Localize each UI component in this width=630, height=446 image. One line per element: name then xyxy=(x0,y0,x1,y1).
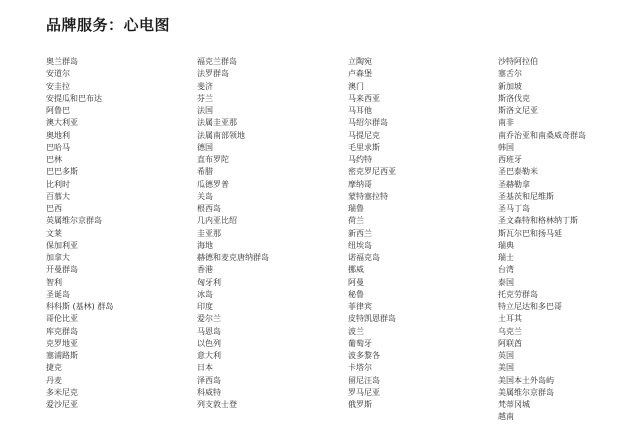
country-item: 直布罗陀 xyxy=(197,155,229,164)
country-item: 马耳他 xyxy=(348,106,372,115)
country-column-3 xyxy=(348,56,396,411)
country-item: 美国 xyxy=(498,363,514,373)
country-item: 阿联酋 xyxy=(498,338,522,348)
country-item: 马约特 xyxy=(348,155,372,164)
country-item: 英国 xyxy=(498,351,514,360)
country-item: 法属南部领地 xyxy=(197,130,245,140)
country-item: 卡塔尔 xyxy=(348,363,372,373)
country-item: 几内亚比绍 xyxy=(197,216,237,226)
country-item: 百慕大 xyxy=(46,191,70,201)
country-item: 圣赫勒拿 xyxy=(498,179,530,189)
country-item: 希腊 xyxy=(197,167,213,177)
country-item: 皮特凯恩群岛 xyxy=(348,314,396,324)
country-item: 法属圭亚那 xyxy=(197,118,237,128)
country-item: 巴西 xyxy=(46,204,62,213)
country-item: 美国本土外岛屿 xyxy=(498,375,554,385)
country-item: 斯洛文尼亚 xyxy=(498,106,538,115)
country-item: 以色列 xyxy=(197,338,221,348)
country-item: 泽西岛 xyxy=(197,375,221,385)
country-item: 西班牙 xyxy=(498,155,522,164)
country-item: 爱尔兰 xyxy=(197,314,221,324)
country-item: 俄罗斯 xyxy=(348,400,372,409)
country-item: 圣巴泰勒米 xyxy=(498,167,538,177)
country-item: 荷兰 xyxy=(348,216,364,226)
country-item: 塞浦路斯 xyxy=(46,351,78,360)
country-item: 越南 xyxy=(498,412,514,422)
country-item: 诺福克岛 xyxy=(348,253,380,262)
country-item: 保加利亚 xyxy=(46,240,78,250)
country-item: 南乔治亚和南桑威奇群岛 xyxy=(498,130,586,140)
country-item: 特立尼达和多巴哥 xyxy=(498,302,562,311)
country-item: 罗马尼亚 xyxy=(348,387,380,397)
country-item: 马恩岛 xyxy=(197,326,221,336)
country-item: 乌克兰 xyxy=(498,326,522,336)
country-item: 沙特阿拉伯 xyxy=(498,57,538,66)
country-item: 比利时 xyxy=(46,179,70,189)
country-item: 巴巴多斯 xyxy=(46,167,78,177)
country-item: 韩国 xyxy=(498,142,514,152)
country-item: 立陶宛 xyxy=(348,57,372,66)
country-item: 海地 xyxy=(197,240,213,250)
country-item: 密克罗尼西亚 xyxy=(348,167,396,177)
country-item: 斐济 xyxy=(197,81,213,91)
country-item: 泰国 xyxy=(498,277,514,287)
country-item: 圣基茨和尼维斯 xyxy=(498,191,554,201)
country-item: 托克劳群岛 xyxy=(498,289,538,299)
country-column-2 xyxy=(197,56,269,411)
country-item: 匈牙利 xyxy=(197,277,221,287)
country-item: 芬兰 xyxy=(197,93,213,103)
country-item: 加拿大 xyxy=(46,253,70,262)
country-item: 巴林 xyxy=(46,155,62,164)
country-item: 澳大利亚 xyxy=(46,118,78,128)
country-item: 科威特 xyxy=(197,387,221,397)
country-item: 留尼汪岛 xyxy=(348,375,380,385)
country-item: 新加坡 xyxy=(498,81,522,91)
country-column-4 xyxy=(498,56,586,424)
country-item: 圣文森特和格林纳丁斯 xyxy=(498,216,578,226)
country-item: 蒙特塞拉特 xyxy=(348,191,388,201)
country-item: 阿鲁巴 xyxy=(46,106,70,115)
country-item: 开曼群岛 xyxy=(46,265,78,275)
country-item: 克罗地亚 xyxy=(46,338,78,348)
country-item: 纽埃岛 xyxy=(348,240,372,250)
country-item: 瑞典 xyxy=(498,240,514,250)
country-item: 梵蒂冈城 xyxy=(498,400,530,409)
country-item: 捷克 xyxy=(46,363,62,373)
country-item: 奥兰群岛 xyxy=(46,57,78,66)
country-item: 马提尼克 xyxy=(348,130,380,140)
country-item: 冰岛 xyxy=(197,289,213,299)
country-item: 库克群岛 xyxy=(46,326,78,336)
country-item: 多米尼克 xyxy=(46,387,78,397)
country-item: 福克兰群岛 xyxy=(197,57,237,66)
country-item: 赫德和麦克唐纳群岛 xyxy=(197,253,269,262)
country-item: 法罗群岛 xyxy=(197,69,229,79)
country-item: 卢森堡 xyxy=(348,69,372,79)
country-item: 菲律宾 xyxy=(348,302,372,311)
country-item: 日本 xyxy=(197,363,213,373)
country-item: 丹麦 xyxy=(46,375,62,385)
country-item: 安圭拉 xyxy=(46,81,70,91)
country-item: 印度 xyxy=(197,302,213,311)
country-item: 圭亚那 xyxy=(197,228,221,238)
country-item: 瑞鲁 xyxy=(348,204,364,213)
country-item: 安提瓜和巴布达 xyxy=(46,93,102,103)
country-item: 马来西亚 xyxy=(348,93,380,103)
country-item: 安道尔 xyxy=(46,69,70,79)
country-item: 意大利 xyxy=(197,351,221,360)
country-item: 波兰 xyxy=(348,326,364,336)
country-item: 巴哈马 xyxy=(46,142,70,152)
country-item: 马绍尔群岛 xyxy=(348,118,388,128)
country-item: 文莱 xyxy=(46,228,62,238)
country-item: 瓜德罗普 xyxy=(197,179,229,189)
country-item: 秘鲁 xyxy=(348,289,364,299)
country-item: 科科斯 (基林) 群岛 xyxy=(46,302,114,311)
country-item: 南非 xyxy=(498,118,514,128)
country-item: 智利 xyxy=(46,277,62,287)
country-item: 阿曼 xyxy=(348,277,364,287)
country-item: 土耳其 xyxy=(498,314,522,324)
country-item: 波多黎各 xyxy=(348,351,380,360)
country-item: 新西兰 xyxy=(348,228,372,238)
country-item: 摩纳哥 xyxy=(348,179,372,189)
country-item: 法国 xyxy=(197,106,213,115)
country-item: 澳门 xyxy=(348,81,364,91)
country-item: 斯洛伐克 xyxy=(498,93,530,103)
country-item: 台湾 xyxy=(498,265,514,275)
country-item: 毛里求斯 xyxy=(348,142,380,152)
country-item: 爱沙尼亚 xyxy=(46,400,78,409)
country-item: 列支敦士登 xyxy=(197,400,237,409)
country-item: 香港 xyxy=(197,265,213,275)
country-item: 圣马丁岛 xyxy=(498,204,530,213)
country-item: 根西岛 xyxy=(197,204,221,213)
country-item: 英属维尔京群岛 xyxy=(46,216,102,226)
country-item: 圣诞岛 xyxy=(46,289,70,299)
country-item: 瑞士 xyxy=(498,253,514,262)
country-item: 塞舌尔 xyxy=(498,69,522,79)
country-item: 德国 xyxy=(197,142,213,152)
country-item: 斯瓦尔巴和扬马延 xyxy=(498,228,562,238)
country-item: 哥伦比亚 xyxy=(46,314,78,324)
country-item: 奥地利 xyxy=(46,130,70,140)
page-title: 品牌服务：心电图 xyxy=(46,16,171,34)
country-item: 挪威 xyxy=(348,265,364,275)
country-item: 葡萄牙 xyxy=(348,338,372,348)
country-item: 关岛 xyxy=(197,191,213,201)
country-item: 美属维尔京群岛 xyxy=(498,387,554,397)
country-column-1 xyxy=(46,56,113,411)
